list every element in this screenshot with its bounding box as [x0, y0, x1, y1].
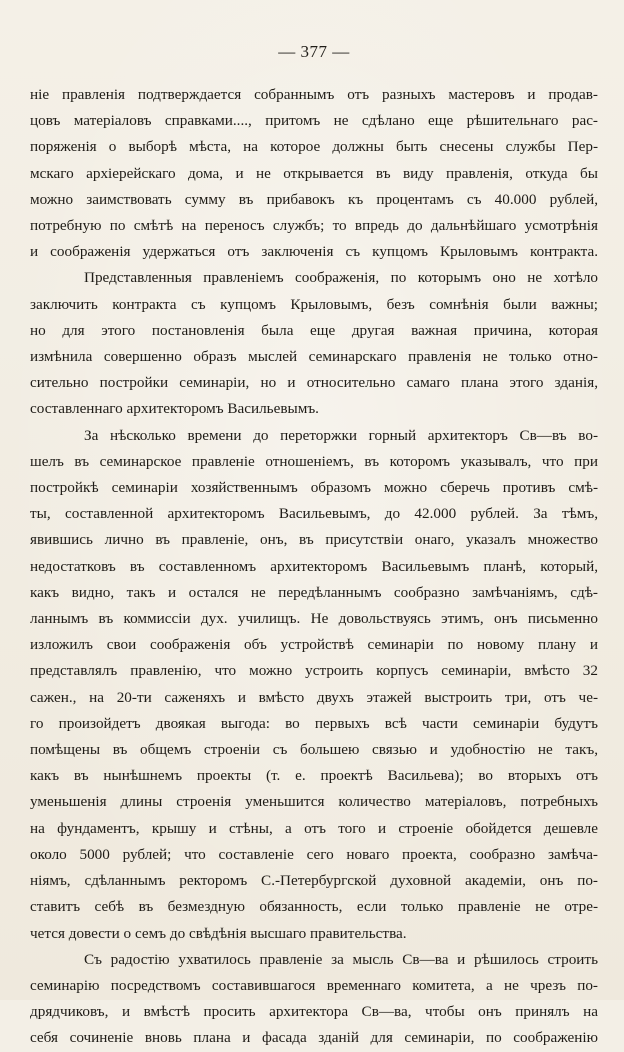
- text-line: го произойдетъ двоякая выгода: во первыхъ всѣ части семинаріи будутъ: [30, 714, 598, 732]
- text-line: ніямъ, сдѣланнымъ ректоромъ С.-Петербургской духовной академіи, онъ по-: [30, 872, 598, 890]
- paragraph-1: [30, 82, 598, 265]
- text-line: За нѣсколько времени до переторжки горный архитекторъ Св—въ во-: [84, 426, 598, 444]
- text-line: и соображенія удержаться отъ заключенія съ купцомъ Крыловымъ контракта.: [30, 243, 598, 261]
- paragraph-4: [30, 947, 598, 1052]
- text-line: дрядчиковъ, и вмѣстѣ просить архитектора Св—ва, чтобы онъ принялъ на: [30, 1003, 598, 1021]
- paragraph-2: [30, 265, 598, 422]
- text-line: Представленныя правленіемъ соображенія, по которымъ оно не хотѣло: [84, 269, 598, 287]
- text-line: потребную по смѣтѣ на переносъ службъ; то впредь до дальнѣйшаго усмотрѣнія: [30, 217, 598, 235]
- text-line: шелъ въ семинарское правленіе отношеніемъ, въ которомъ указывалъ, что при: [30, 452, 598, 470]
- text-line: на фундаментъ, крышу и стѣны, а отъ того и строеніе обойдется дешевле: [30, 819, 598, 837]
- text-line: цовъ матеріаловъ справками...., притомъ не сдѣлано еще рѣшительнаго рас-: [30, 112, 598, 130]
- text-line: можно заимствовать сумму въ прибавокъ къ процентамъ съ 40.000 рублей,: [30, 190, 598, 208]
- text-line: ставитъ себѣ въ безмездную обязанность, если только правленіе не отре-: [30, 898, 598, 916]
- text-line: явившись лично въ правленіе, онъ, въ присутствіи онаго, указалъ множество: [30, 531, 598, 549]
- text-line: составленнаго архитекторомъ Васильевымъ.: [30, 400, 319, 418]
- paragraph-3: [30, 423, 598, 947]
- text-line: около 5000 рублей; что составленіе сего новаго проекта, сообразно замѣча-: [30, 845, 598, 863]
- text-line: недостатковъ въ составленномъ архитекторомъ Васильевымъ планѣ, который,: [30, 557, 598, 575]
- text-line: изложилъ свои соображенія объ устройствѣ семинаріи по новому плану и: [30, 636, 598, 654]
- text-line: постройкѣ семинаріи хозяйственнымъ образомъ можно сберечь противъ смѣ-: [30, 479, 598, 497]
- page-text: [30, 82, 598, 1052]
- text-line: но для этого постановленія была еще другая важная причина, которая: [30, 321, 598, 339]
- text-line: помѣщены въ общемъ строеніи съ большею связью и удобностію не такъ,: [30, 741, 598, 759]
- text-line: ты, составленной архитекторомъ Васильевымъ, до 42.000 рублей. За тѣмъ,: [30, 505, 598, 523]
- text-line: мскаго архіерейскаго дома, и не открывается въ виду правленія, откуда бы: [30, 164, 598, 182]
- page-number: — 377 —: [278, 42, 350, 61]
- text-line: поряженія о выборѣ мѣста, на которое должны быть снесены службы Пер-: [30, 138, 598, 156]
- text-line: какъ видно, такъ и остался не передѣланнымъ сообразно замѣчаніямъ, сдѣ-: [30, 583, 598, 601]
- text-line: чется довести о семъ до свѣдѣнія высшаго правительства.: [30, 924, 407, 942]
- text-line: заключить контракта съ купцомъ Крыловымъ, безъ сомнѣнія были важны;: [30, 295, 598, 313]
- text-line: измѣнила совершенно образъ мыслей семинарскаго правленія не только отно-: [30, 348, 598, 366]
- text-line: сажен., на 20-ти саженяхъ и вмѣсто двухъ этажей выстроить три, отъ че-: [30, 688, 598, 706]
- text-line: ланнымъ въ коммиссіи дух. училищъ. Не довольствуясь этимъ, онъ письменно: [30, 610, 598, 628]
- text-line: какъ въ нынѣшнемъ проекты (т. е. проектѣ Васильева); во вторыхъ отъ: [30, 767, 598, 785]
- text-line: сительно постройки семинаріи, но и относительно самаго плана этого зданія,: [30, 374, 598, 392]
- text-line: себя сочиненіе вновь плана и фасада зданій для семинаріи, по соображенію: [30, 1029, 598, 1047]
- text-line: семинарію посредствомъ составившагося временнаго комитета, а не чрезъ по-: [30, 976, 598, 994]
- text-line: ніе правленія подтверждается собраннымъ отъ разныхъ мастеровъ и продав-: [30, 86, 598, 103]
- text-line: уменьшенія длины строенія уменьшится количество матеріаловъ, потребныхъ: [30, 793, 598, 811]
- text-line: представлялъ правленію, что можно устроить корпусъ семинаріи, вмѣсто 32: [30, 662, 598, 680]
- text-line: Съ радостію ухватилось правленіе за мысль Св—ва и рѣшилось строить: [84, 950, 598, 968]
